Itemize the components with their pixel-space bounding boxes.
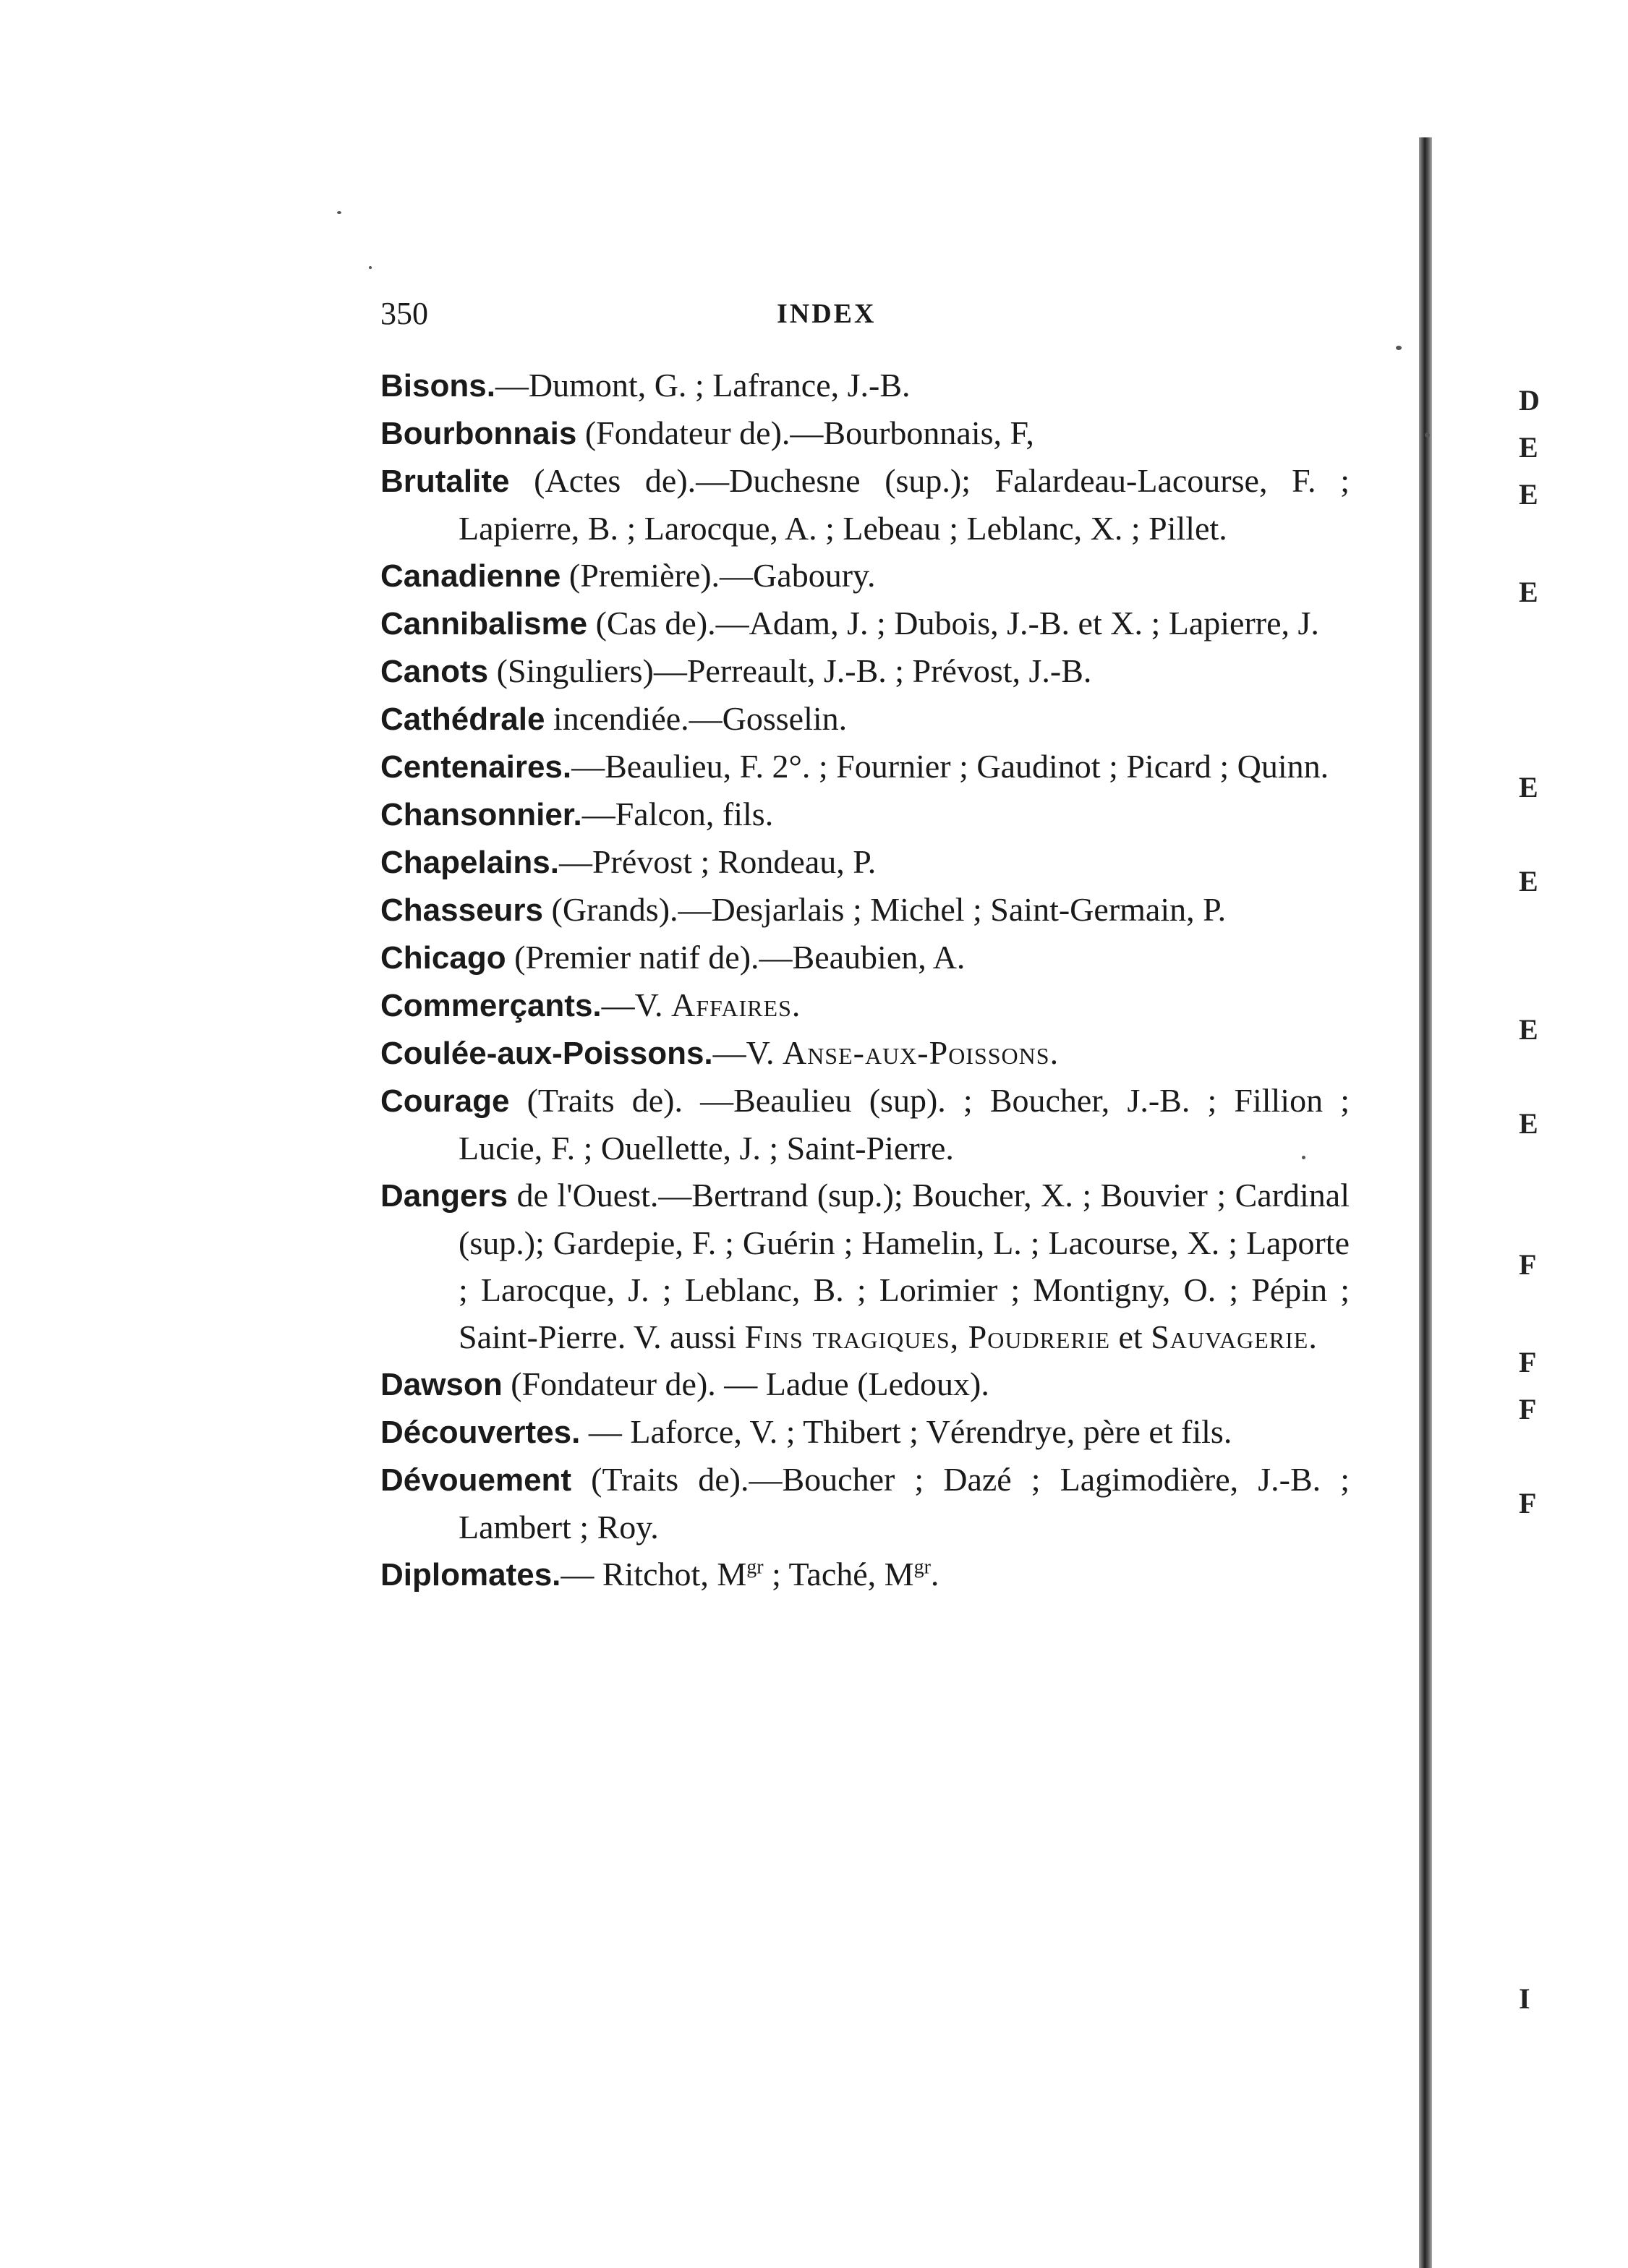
- index-entry: [380, 1029, 1350, 1077]
- entry-head: Chansonnier.: [380, 797, 582, 832]
- entry-head: Diplomates.: [380, 1557, 561, 1593]
- print-speck: [337, 211, 341, 214]
- index-entry: [380, 695, 1350, 743]
- entry-head: Courage: [380, 1083, 510, 1119]
- entry-text: (Premier natif de).—Beaubien, A.: [506, 939, 966, 976]
- entry-text: —Dumont, G. ; Lafrance, J.-B.: [495, 367, 911, 404]
- index-entry: [380, 743, 1350, 790]
- superscript: gr: [913, 1556, 931, 1579]
- entry-head: Canots: [380, 654, 489, 689]
- entry-text-tail: .: [791, 986, 801, 1023]
- margin-letter: E: [1519, 478, 1538, 511]
- entry-text: (Grands).—Desjarlais ; Michel ; Saint-Germain, P.: [543, 891, 1227, 928]
- entry-head: Bisons.: [380, 368, 495, 404]
- index-entry: [380, 981, 1350, 1029]
- margin-letter: E: [1519, 431, 1538, 464]
- entry-text-tail: .: [930, 1556, 939, 1593]
- entry-head: Découvertes.: [380, 1415, 581, 1450]
- page-number: 350: [380, 296, 428, 331]
- entry-text: (Première).—Gaboury.: [561, 557, 876, 594]
- facing-page-margin: [1519, 0, 1606, 2268]
- index-entry: [380, 886, 1350, 934]
- entry-text: (Singuliers)—Perreault, J.-B. ; Prévost, J.-B.: [488, 652, 1092, 689]
- index-entry: [380, 409, 1350, 457]
- entry-head: Dévouement: [380, 1462, 572, 1498]
- running-head: INDEX: [777, 299, 877, 329]
- entry-text: (Fondateur de). — Ladue (Ledoux).: [502, 1365, 989, 1402]
- margin-letter: E: [1519, 1107, 1538, 1140]
- entry-head: Brutalite: [380, 464, 510, 499]
- entry-text: de l'Ouest.—Bertrand (sup.); Boucher, X. ; Bouvier ; Cardinal (sup.); Gardepie, F. ; Guérin ; Hamelin, L. ; Lacourse, X. ; Laporte ; Larocque, J. ; Leblanc, B. ; Lorimier ; Montigny, O. ; Pépin ; Saint-Pierre. V. aussi: [459, 1177, 1350, 1355]
- entry-text: —Prévost ; Rondeau, P.: [558, 843, 877, 880]
- entry-text: — Ritchot, M: [561, 1556, 747, 1593]
- entry-text-tail: .: [1308, 1318, 1317, 1355]
- entry-text: —V.: [601, 986, 671, 1023]
- entry-head: Commerçants.: [380, 988, 602, 1023]
- cross-reference: Sauvagerie: [1151, 1318, 1309, 1355]
- entry-head: Bourbonnais: [380, 416, 577, 451]
- entry-head: Cannibalisme: [380, 606, 588, 641]
- margin-letter: D: [1519, 384, 1540, 417]
- entry-text: —Beaulieu, F. 2°. ; Fournier ; Gaudinot ; Picard ; Quinn.: [571, 748, 1329, 785]
- page-binding-edge: [1419, 137, 1432, 2268]
- index-list: [380, 362, 1350, 1598]
- entry-text: (Traits de).—Boucher ; Dazé ; Lagimodière, J.-B. ; Lambert ; Roy.: [459, 1461, 1350, 1546]
- margin-letter: E: [1519, 865, 1538, 898]
- index-entry: [380, 1172, 1350, 1360]
- entry-head: Chapelains.: [380, 845, 559, 880]
- index-entry: [380, 362, 1350, 409]
- margin-letter: F: [1519, 1248, 1537, 1281]
- entry-text: —Falcon, fils.: [581, 796, 774, 832]
- index-entry: [380, 1077, 1350, 1172]
- entry-head: Cathédrale: [380, 702, 545, 737]
- cross-reference: Affaires: [670, 986, 792, 1023]
- entry-text: (Traits de). —Beaulieu (sup). ; Boucher, J.-B. ; Fillion ; Lucie, F. ; Ouellette, J. ; Saint-Pierre.: [459, 1082, 1350, 1167]
- index-entry: [380, 647, 1350, 695]
- print-speck: [1302, 1156, 1305, 1159]
- entry-head: Dawson: [380, 1367, 503, 1402]
- entry-text: ; Taché, M: [763, 1556, 914, 1593]
- print-speck: [1396, 346, 1402, 350]
- index-entry: [380, 600, 1350, 647]
- margin-letter: I: [1519, 1982, 1530, 2015]
- index-entry: [380, 790, 1350, 838]
- margin-letter: E: [1519, 576, 1538, 608]
- entry-head: Dangers: [380, 1178, 508, 1214]
- margin-letter: E: [1519, 771, 1538, 803]
- entry-text: incendiée.—Gosselin.: [545, 700, 848, 737]
- superscript: gr: [746, 1556, 764, 1579]
- margin-letter: E: [1519, 1013, 1538, 1046]
- entry-head: Chasseurs: [380, 892, 544, 928]
- cross-reference: Fins tragiques, Poudrerie: [744, 1318, 1110, 1355]
- entry-head: Coulée-aux-Poissons.: [380, 1036, 713, 1071]
- index-entry: [380, 552, 1350, 600]
- entry-head: Centenaires.: [380, 749, 572, 785]
- index-entry: [380, 934, 1350, 981]
- cross-reference: Anse-aux-Poissons: [782, 1034, 1050, 1071]
- entry-text-tail: et: [1110, 1318, 1151, 1355]
- entry-text: (Actes de).—Duchesne (sup.); Falardeau-Lacourse, F. ; Lapierre, B. ; Larocque, A. ; Lebeau ; Leblanc, X. ; Pillet.: [459, 462, 1350, 547]
- index-entry: [380, 1551, 1350, 1598]
- entry-text: — Laforce, V. ; Thibert ; Vérendrye, père et fils.: [580, 1413, 1232, 1450]
- margin-letter: F: [1519, 1393, 1537, 1425]
- print-speck: [369, 266, 372, 269]
- index-entry: [380, 1360, 1350, 1408]
- entry-text: (Cas de).—Adam, J. ; Dubois, J.-B. et X. ; Lapierre, J.: [587, 605, 1319, 641]
- print-speck: [1425, 432, 1430, 438]
- page-header: [380, 295, 1321, 338]
- entry-text-tail: .: [1049, 1034, 1059, 1071]
- entry-head: Canadienne: [380, 558, 561, 594]
- index-entry: [380, 457, 1350, 552]
- margin-letter: F: [1519, 1487, 1537, 1519]
- entry-head: Chicago: [380, 940, 506, 976]
- entry-text: (Fondateur de).—Bourbonnais, F,: [576, 414, 1034, 451]
- index-entry: [380, 1456, 1350, 1551]
- index-entry: [380, 838, 1350, 886]
- margin-letter: F: [1519, 1346, 1537, 1378]
- index-entry: [380, 1408, 1350, 1456]
- entry-text: —V.: [712, 1034, 783, 1071]
